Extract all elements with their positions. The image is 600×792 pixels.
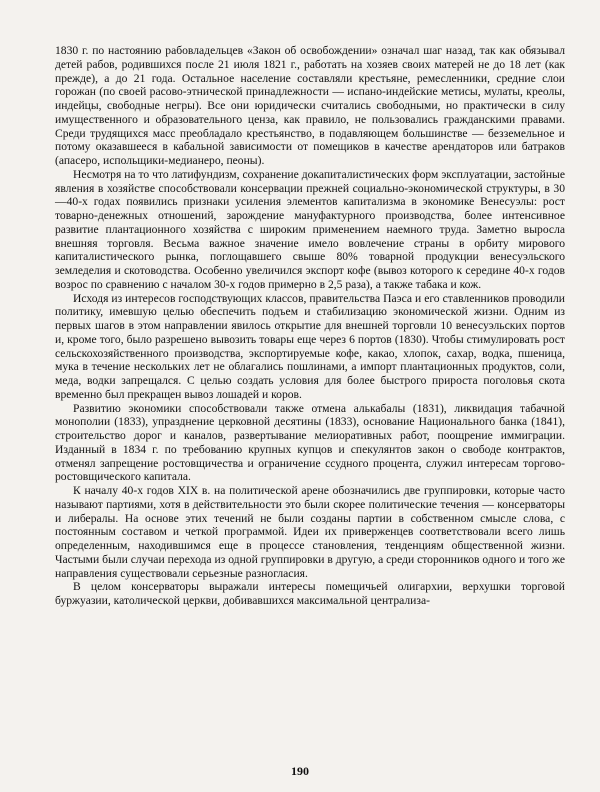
body-text [55,44,565,608]
paragraph-4: Развитию экономики способствовали также отмена алькабалы (1831), ликвидация табачной монополии (1833), упразднение церковной десятины (1833), основание Национального банка (1841), строительство дорог и каналов, развертывание мелиоративных работ, поощрение иммиграции. Изданный в 1834 г. по требованию крупных купцов и спекулянтов закон о свободе контрактов, отменял запрещение ростовщичества и ограничение ссудного процента, служил интересам торгово-ростовщического капитала. [55,401,565,484]
paragraph-1: 1830 г. по настоянию рабовладельцев «Закон об освобождении» означал шаг назад, так как обязывал детей рабов, родившихся после 21 июля 1821 г., работать на хозяев своих матерей не до 18 лет (как прежде), а до 21 года. Остальное население составляли крестьяне, ремесленники, средние слои горожан (по своей расово-этнической принадлежности — испано-индейские метисы, мулаты, креолы, индейцы, свободные негры). Все они юридически считались свободными, но практически в силу имущественного и образовательного ценза, как правило, не пользовались гражданскими правами. Среди трудящихся масс преобладало крестьянство, в подавляющем большинстве — безземельное и потому оказавшееся в кабальной зависимости от помещиков в качестве арендаторов или батраков (апасеро, испольщики-медианеро, пеоны). [55,44,565,167]
paragraph-5: К началу 40-х годов XIX в. на политической арене обозначились две группировки, которые часто называют партиями, хотя в действительности это были скорее политические течения — консерваторы и либералы. На основе этих течений не были созданы партии в собственном смысле слова, с постоянным составом и четкой программой. Идеи их приверженцев соответствовали всего лишь определенным, находившимся еще в процессе становления, тенденциям общественной жизни. Частыми были случаи перехода из одной группировки в другую, а среди сторонников одного и того же направления существовали серьезные разногласия. [55,484,565,580]
paragraph-6: В целом консерваторы выражали интересы помещичьей олигархии, верхушки торговой буржуазии, католической церкви, добивавшихся максимальной централиза- [55,580,565,607]
paragraph-2: Несмотря на то что латифундизм, сохранение докапиталистических форм эксплуатации, застойные явления в хозяйстве способствовали консервации прежней социально-экономической структуры, в 30—40-х годах появились признаки усиления элементов капитализма в экономике Венесуэлы: рост товарно-денежных отношений, зарождение мануфактурного производства, более интенсивное развитие плантационного хозяйства с широким применением наемного труда. Заметно выросла внешняя торговля. Весьма важное значение имело вовлечение страны в орбиту мирового капиталистического рынка, поглощавшего свыше 80% товарной продукции венесуэльского земледелия и скотоводства. Особенно увеличился экспорт кофе (вывоз которого к середине 40-х годов возрос по сравнению с началом 30-х годов примерно в 2,5 раза), а также табака и кож. [55,167,565,291]
paragraph-3: Исходя из интересов господствующих классов, правительства Паэса и его ставленников проводили политику, имевшую целью обеспечить подъем и стабилизацию экономической жизни. Одним из первых шагов в этом направлении явилось открытие для внешней торговли 10 венесуэльских портов и, кроме того, было разрешено вывозить товары еще через 6 портов (1830). Чтобы стимулировать рост сельскохозяйственного производства, экспортируемые кофе, какао, хлопок, сахар, водка, пшеница, мука в течение нескольких лет не облагались пошлинами, а импорт плантационных продуктов, соли, меда, водки запрещался. С целью создать условия для более быстрого прироста поголовья скота временно был прекращен вывоз лошадей и коров. [55,291,565,401]
page-number: 190 [291,764,309,778]
